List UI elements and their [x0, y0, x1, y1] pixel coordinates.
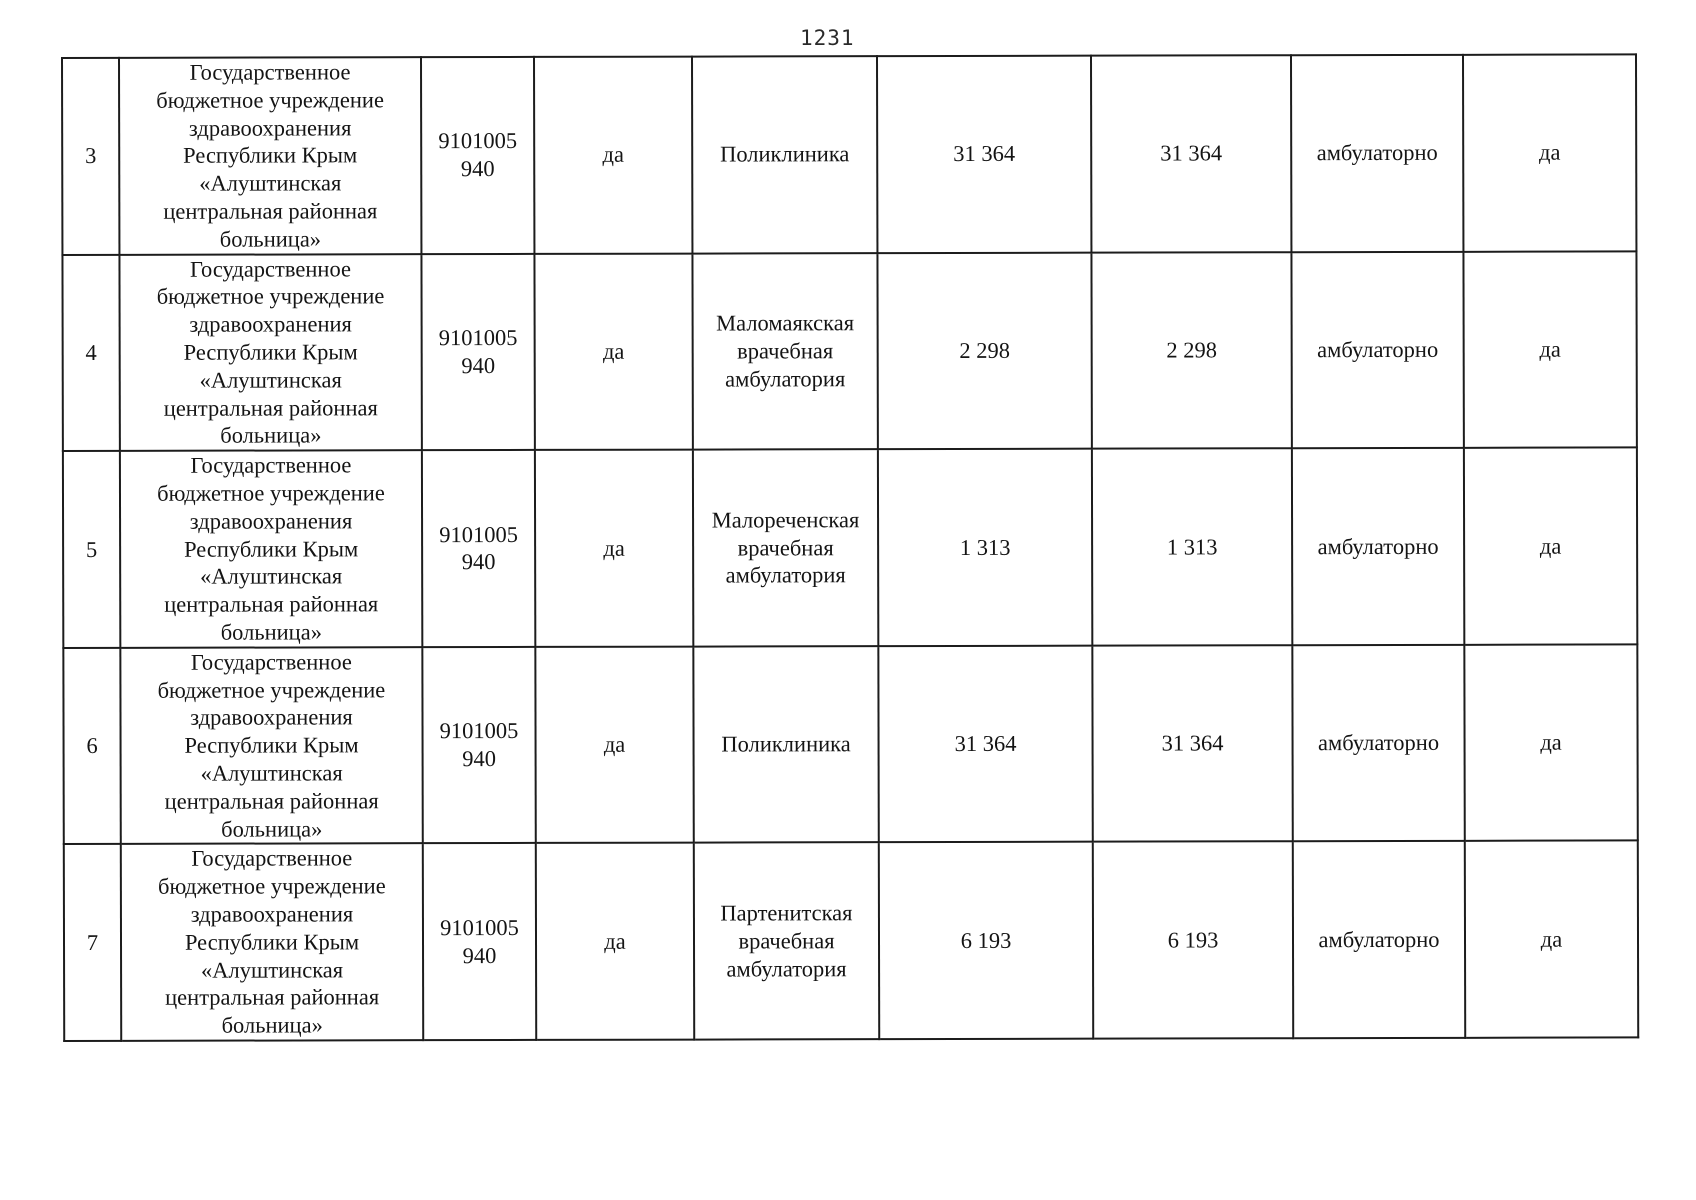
flag-cell: да: [535, 450, 693, 647]
cell-line: Республики Крым: [184, 929, 360, 955]
cell-line: Маломаякская: [716, 310, 855, 336]
flag-cell: да: [534, 57, 692, 254]
row-number-cell: 6: [63, 648, 120, 845]
table-row: [64, 841, 1638, 1041]
flag-cell: да: [536, 843, 694, 1040]
inn-cell: [423, 843, 536, 1040]
row-number-cell: 3: [62, 58, 119, 255]
unit-cell: [694, 842, 879, 1039]
cell-line: центральная районная: [163, 198, 378, 224]
cell-line: «Алуштинская: [200, 956, 344, 983]
organization-cell: [120, 450, 422, 647]
value-2-cell: 2 298: [1091, 252, 1291, 449]
cell-line: 9101005: [438, 128, 518, 154]
cell-line: здравоохранения: [188, 114, 352, 141]
table-row: [62, 251, 1636, 451]
organization-cell: [120, 647, 422, 844]
unit-cell: [692, 56, 877, 253]
status-cell: да: [1463, 54, 1636, 251]
cell-line: центральная районная: [164, 787, 379, 814]
cell-line: центральная районная: [164, 591, 379, 617]
flag-cell: да: [535, 646, 693, 843]
condition-cell: амбулаторно: [1291, 251, 1463, 448]
cell-line: здравоохранения: [189, 508, 353, 534]
cell-line: 940: [462, 746, 496, 772]
cell-line: больница»: [221, 815, 323, 842]
table-body: [62, 54, 1638, 1040]
organization-cell: [119, 254, 421, 451]
cell-line: 940: [461, 352, 496, 378]
cell-line: 940: [460, 156, 495, 182]
cell-line: Республики Крым: [184, 732, 359, 758]
value-2-cell: 1 313: [1092, 448, 1292, 645]
cell-line: центральная районная: [163, 394, 378, 421]
flag-cell: да: [534, 253, 692, 450]
value-1-cell: 1 313: [878, 449, 1092, 646]
table-row: [63, 644, 1637, 844]
row-number-cell: 7: [64, 844, 121, 1041]
cell-line: больница»: [220, 422, 322, 448]
cell-line: здравоохранения: [190, 901, 354, 927]
value-1-cell: 31 364: [877, 56, 1091, 253]
status-cell: да: [1464, 448, 1637, 645]
cell-line: бюджетное учреждение: [156, 87, 384, 113]
cell-line: Малореченская: [711, 506, 860, 533]
cell-line: 9101005: [439, 521, 518, 547]
row-number-cell: 5: [63, 451, 120, 648]
value-2-cell: 6 193: [1093, 842, 1293, 1039]
inn-cell: [422, 450, 535, 647]
cell-line: больница»: [219, 226, 322, 252]
value-1-cell: 2 298: [877, 252, 1091, 449]
cell-line: Государственное: [189, 59, 351, 85]
cell-line: 9101005: [440, 914, 519, 940]
cell-line: врачебная: [738, 927, 835, 954]
cell-line: больница»: [221, 1012, 323, 1038]
table-row: [63, 448, 1637, 648]
cell-line: «Алуштинская: [200, 760, 343, 786]
unit-cell: [693, 449, 878, 646]
cell-line: бюджетное учреждение: [157, 480, 385, 506]
cell-line: амбулатория: [725, 562, 846, 588]
cell-line: Республики Крым: [184, 535, 359, 562]
unit-cell: [693, 646, 878, 843]
cell-line: 9101005: [439, 718, 519, 744]
status-cell: да: [1464, 644, 1637, 841]
cell-line: амбулатория: [726, 955, 847, 981]
cell-line: бюджетное учреждение: [158, 873, 386, 899]
status-cell: да: [1465, 841, 1638, 1038]
cell-line: Республики Крым: [183, 142, 358, 169]
cell-line: Государственное: [190, 452, 352, 478]
cell-line: амбулатория: [725, 365, 846, 392]
cell-line: Партенитская: [720, 900, 853, 926]
organization-cell: [119, 57, 421, 254]
cell-line: больница»: [220, 619, 322, 645]
cell-line: бюджетное учреждение: [157, 676, 386, 703]
cell-line: Поликлиника: [720, 141, 850, 167]
cell-line: Государственное: [189, 255, 351, 282]
inn-cell: [422, 647, 535, 844]
cell-line: «Алуштинская: [199, 367, 342, 393]
table-row: [62, 54, 1636, 254]
cell-line: «Алуштинская: [199, 170, 342, 196]
cell-line: «Алуштинская: [200, 563, 343, 590]
registry-table: [61, 53, 1639, 1041]
cell-line: врачебная: [737, 534, 834, 561]
cell-line: 940: [461, 549, 496, 575]
cell-line: Республики Крым: [183, 339, 358, 365]
cell-line: 9101005: [438, 325, 518, 351]
page-number: 1231: [800, 26, 855, 50]
value-2-cell: 31 364: [1092, 645, 1292, 842]
row-number-cell: 4: [62, 254, 119, 451]
cell-line: Государственное: [190, 649, 352, 675]
cell-line: здравоохранения: [189, 311, 352, 337]
value-1-cell: 6 193: [879, 842, 1093, 1039]
cell-line: центральная районная: [165, 984, 380, 1011]
unit-cell: [692, 253, 877, 450]
inn-cell: [421, 57, 534, 254]
condition-cell: амбулаторно: [1292, 645, 1464, 842]
status-cell: да: [1463, 251, 1636, 448]
cell-line: бюджетное учреждение: [156, 283, 385, 310]
cell-line: здравоохранения: [190, 704, 353, 731]
cell-line: 940: [462, 942, 497, 968]
condition-cell: амбулаторно: [1291, 55, 1463, 252]
organization-cell: [121, 843, 423, 1040]
value-2-cell: 31 364: [1091, 55, 1291, 252]
value-1-cell: 31 364: [878, 645, 1092, 842]
condition-cell: амбулаторно: [1292, 448, 1464, 645]
cell-line: врачебная: [737, 338, 834, 364]
cell-line: Поликлиника: [721, 731, 851, 757]
inn-cell: [421, 254, 534, 451]
condition-cell: амбулаторно: [1293, 841, 1465, 1038]
cell-line: Государственное: [191, 845, 353, 872]
